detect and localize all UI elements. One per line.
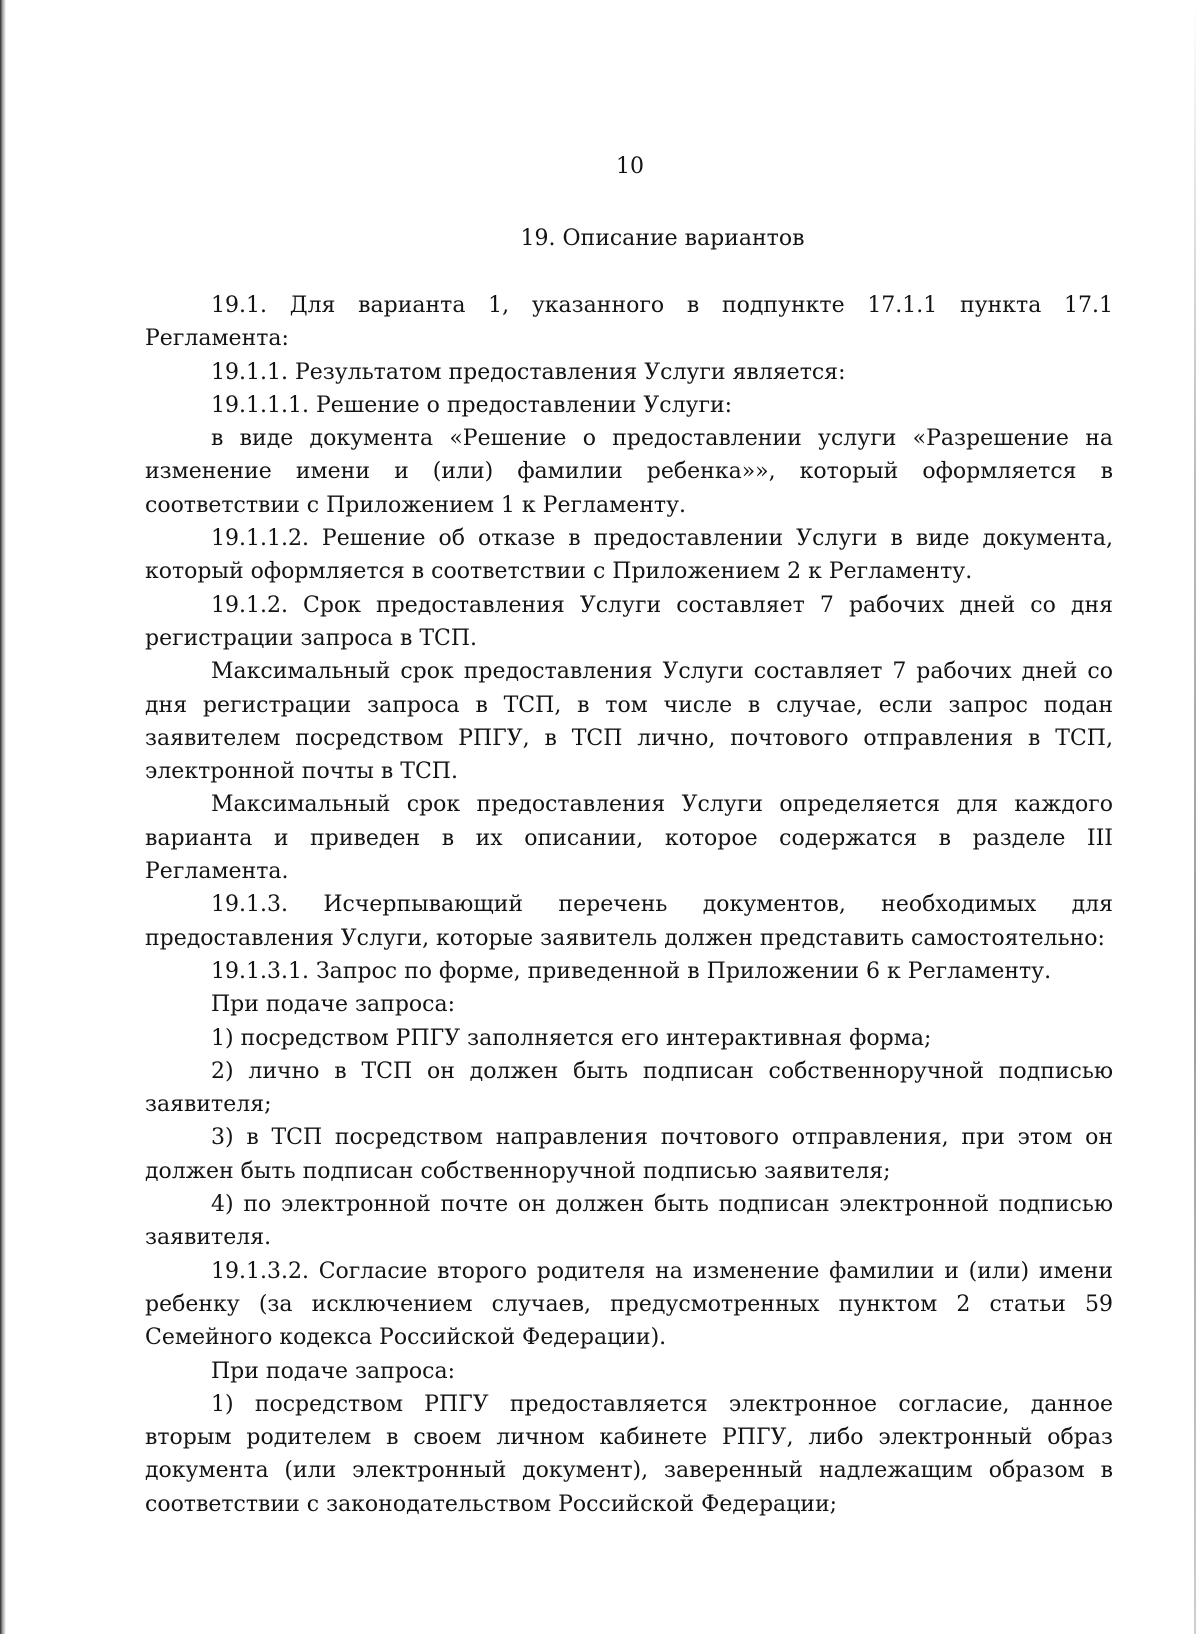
paragraph-19-1-3: 19.1.3. Исчерпывающий перечень документов, необходимых для предоставления Услуги, которые заявитель должен представить самостоятельно:: [145, 892, 1113, 951]
list-item-4: 4) по электронной почте он должен быть подписан электронной подписью заявителя.: [145, 1192, 1113, 1251]
paragraph-19-1-1-2: 19.1.1.2. Решение об отказе в предоставлении Услуги в виде документа, который оформляется в соответствии с Приложением 2 к Регламенту.: [145, 526, 1113, 585]
paragraph-19-1-1-1: 19.1.1.1. Решение о предоставлении Услуги:: [211, 392, 733, 418]
body-text: [145, 289, 1113, 1521]
paragraph-19-1: 19.1. Для варианта 1, указанного в подпункте 17.1.1 пункта 17.1 Регламента:: [145, 293, 1113, 352]
paragraph-19-1-3-1: 19.1.3.1. Запрос по форме, приведенной в Приложении 6 к Регламенту.: [211, 958, 1052, 984]
list-item-1: 1) посредством РПГУ заполняется его интерактивная форма;: [211, 1025, 932, 1051]
paragraph-19-1-3-2: 19.1.3.2. Согласие второго родителя на изменение фамилии и (или) имени ребенку (за исключением случаев, предусмотренных пунктом 2 статьи 59 Семейного кодекса Российской Федерации).: [145, 1258, 1113, 1351]
paragraph-when-submitting-2: При подаче запроса:: [211, 1358, 456, 1384]
list-item-1-second: 1) посредством РПГУ предоставляется электронное согласие, данное вторым родителем в своем личном кабинете РПГУ, либо электронный образ документа (или электронный документ), заверенный надлежащим образом в соответствии с законодательством Российской Федерации;: [145, 1391, 1113, 1517]
paragraph-max-term: Максимальный срок предоставления Услуги составляет 7 рабочих дней со дня регистрации запроса в ТСП, в том числе в случае, если запрос подан заявителем посредством РПГУ, в ТСП лично, почтового отправления в ТСП, электронной почты в ТСП.: [145, 659, 1113, 785]
page-number: 10: [616, 154, 644, 179]
paragraph-19-1-2: 19.1.2. Срок предоставления Услуги составляет 7 рабочих дней со дня регистрации запроса в ТСП.: [145, 592, 1113, 651]
paragraph-when-submitting: При подаче запроса:: [211, 992, 456, 1018]
list-item-2: 2) лично в ТСП он должен быть подписан собственноручной подписью заявителя;: [145, 1058, 1113, 1118]
paragraph-19-1-1: 19.1.1. Результатом предоставления Услуги является:: [211, 359, 846, 385]
paragraph-max-term-variants: Максимальный срок предоставления Услуги определяется для каждого варианта и приведен в их описании, которое содержатся в разделе III Регламента.: [145, 792, 1113, 885]
list-item-3: 3) в ТСП посредством направления почтового отправления, при этом он должен быть подписан собственноручной подписью заявителя;: [145, 1125, 1113, 1184]
paragraph-decision-document: в виде документа «Решение о предоставлении услуги «Разрешение на изменение имени и (или) фамилии ребенка»», который оформляется в соответствии с Приложением 1 к Регламенту.: [145, 426, 1113, 518]
section-title: 19. Описание вариантов: [520, 226, 805, 251]
